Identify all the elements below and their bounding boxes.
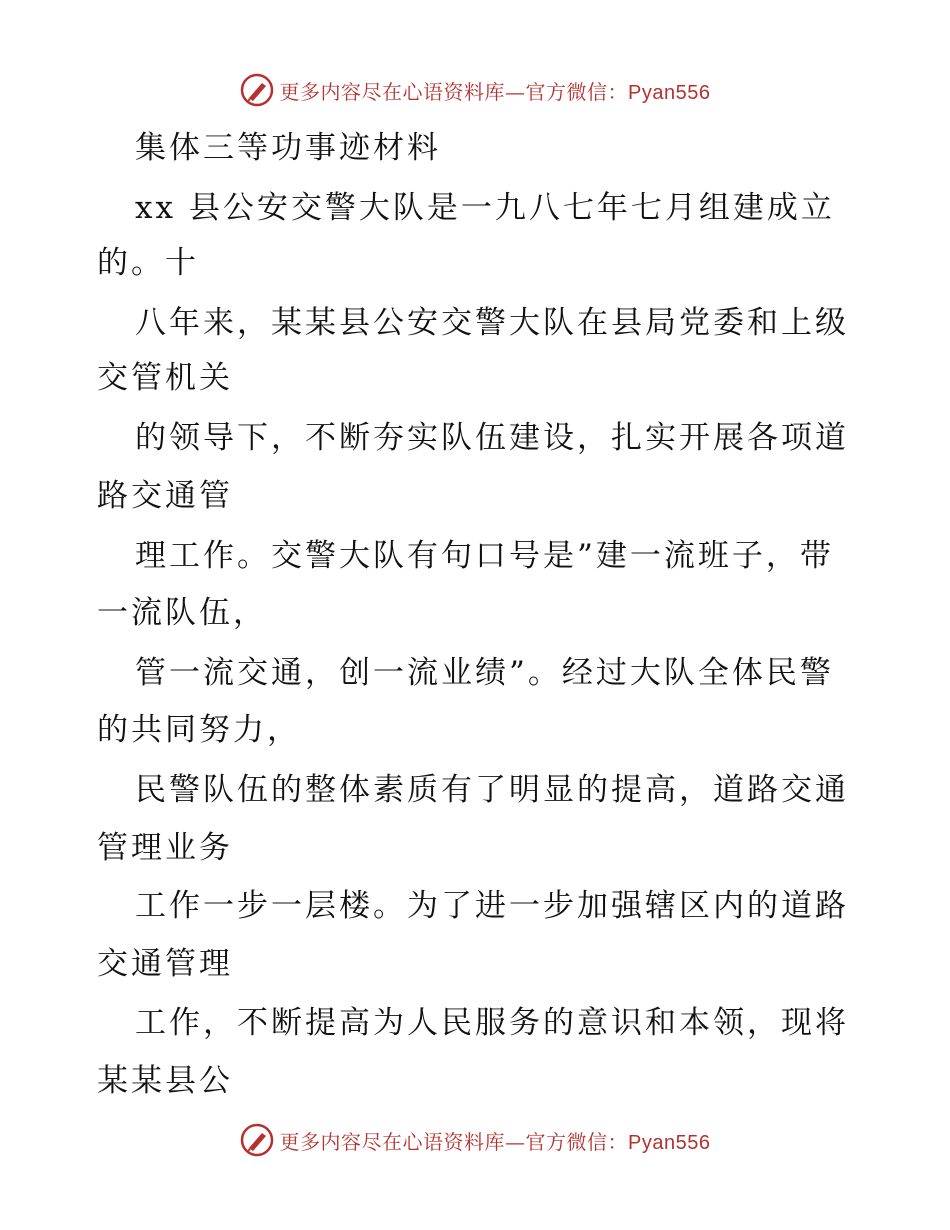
body-line: 的共同努力， bbox=[97, 712, 301, 748]
body-line: 路交通管 bbox=[97, 478, 233, 514]
body-line: 工作一步一层楼。为了进一步加强辖区内的道路 bbox=[135, 888, 849, 924]
body-line: 工作，不断提高为人民服务的意识和本领，现将 bbox=[135, 1005, 849, 1041]
header-watermark bbox=[0, 70, 950, 110]
watermark-wechat-id: Pyan556 bbox=[628, 1131, 711, 1154]
body-line: 民警队伍的整体素质有了明显的提高，道路交通 bbox=[135, 772, 849, 808]
body-line: 一流队伍， bbox=[97, 595, 267, 631]
body-line: 管理业务 bbox=[97, 830, 233, 866]
pen-logo-icon bbox=[240, 1123, 274, 1157]
watermark-text: 更多内容尽在心语资料库 bbox=[279, 79, 506, 104]
watermark-wechat-label: 官方微信： bbox=[525, 1129, 629, 1154]
document-title: 集体三等功事迹材料 bbox=[135, 130, 441, 166]
watermark-separator: — bbox=[505, 1129, 526, 1154]
body-line: 交通管理 bbox=[97, 946, 233, 982]
watermark-separator: — bbox=[505, 79, 526, 104]
body-line: 的。十 bbox=[97, 245, 199, 281]
footer-watermark bbox=[0, 1120, 950, 1160]
body-line: 理工作。交警大队有句口号是”建一流班子，带 bbox=[135, 538, 834, 574]
body-line: 的领导下，不断夯实队伍建设，扎实开展各项道 bbox=[135, 420, 849, 456]
watermark-wechat-id: Pyan556 bbox=[628, 81, 711, 104]
body-line: 某某县公 bbox=[97, 1063, 233, 1099]
body-line: 交管机关 bbox=[97, 360, 233, 396]
pen-logo-icon bbox=[240, 73, 274, 107]
body-line: 管一流交通，创一流业绩”。经过大队全体民警 bbox=[135, 655, 834, 691]
watermark-wechat-label: 官方微信： bbox=[525, 79, 629, 104]
watermark-text: 更多内容尽在心语资料库 bbox=[279, 1129, 506, 1154]
body-line: 八年来，某某县公安交警大队在县局党委和上级 bbox=[135, 305, 849, 341]
body-line: xx 县公安交警大队是一九八七年七月组建成立 bbox=[135, 190, 835, 226]
